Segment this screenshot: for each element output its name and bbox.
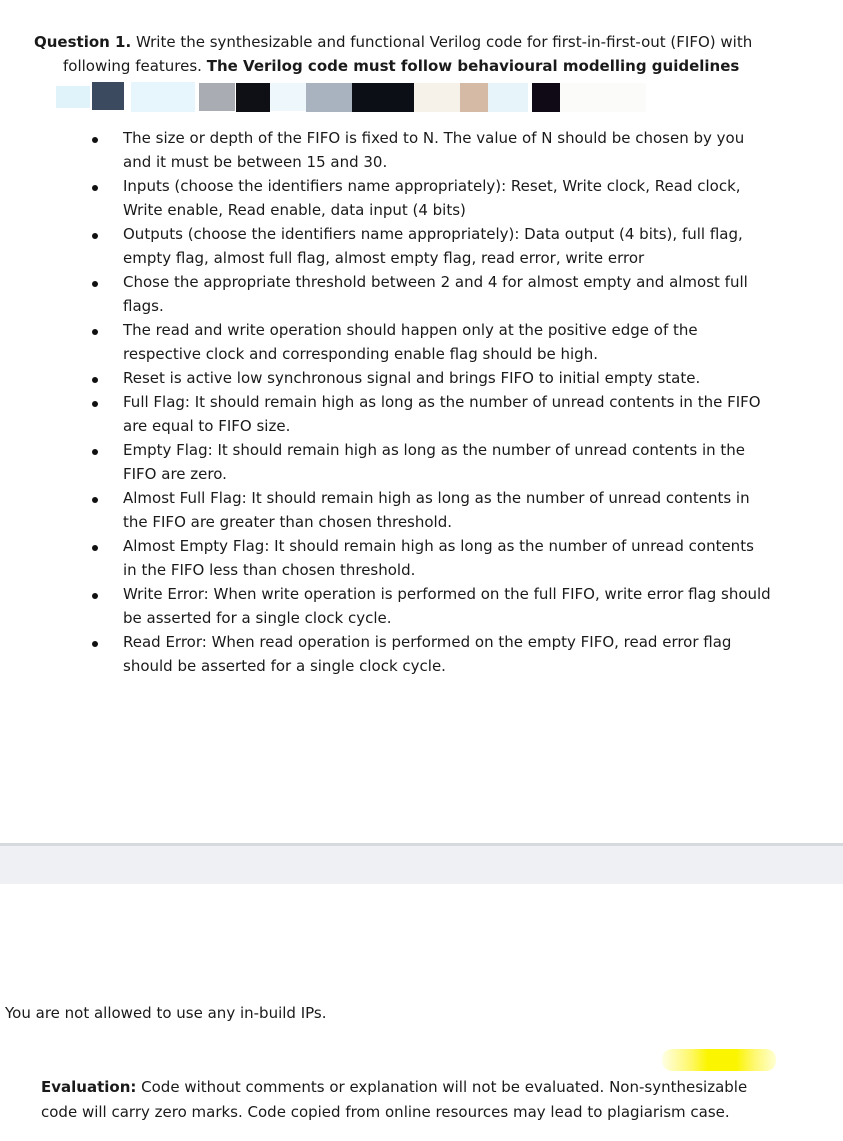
redaction-block — [56, 86, 90, 108]
feature-item: Outputs (choose the identifiers name appropriately): Data output (4 bits), full flag, empty flag, almost full flag, almost empty flag, read error, write error — [92, 222, 772, 270]
evaluation-text: Code without comments or explanation will not be evaluated. Non-synthesizable code will carry zero marks. Code copied from online resources may lead to plagiarism case. — [41, 1078, 748, 1121]
feature-item: The size or depth of the FIFO is fixed to N. The value of N should be chosen by you and it must be between 15 and 30. — [92, 126, 772, 174]
question-heading — [34, 30, 794, 78]
redaction-block — [414, 83, 460, 112]
question-line-2 — [34, 54, 794, 78]
question-text-2: following features. — [63, 57, 207, 75]
redaction-strip — [0, 80, 843, 114]
evaluation-label: Evaluation: — [41, 1078, 137, 1096]
feature-item: Empty Flag: It should remain high as long as the number of unread contents in the FIFO are zero. — [92, 438, 772, 486]
evaluation-note — [41, 1075, 761, 1125]
feature-item: Almost Empty Flag: It should remain high as long as the number of unread contents in the FIFO less than chosen threshold. — [92, 534, 772, 582]
feature-item: Reset is active low synchronous signal and brings FIFO to initial empty state. — [92, 366, 772, 390]
highlight-mark — [662, 1049, 776, 1071]
question-line-1 — [34, 30, 794, 54]
feature-item: Full Flag: It should remain high as long as the number of unread contents in the FIFO are equal to FIFO size. — [92, 390, 772, 438]
redaction-block — [270, 83, 306, 111]
redaction-block — [131, 82, 195, 112]
page-separator-band — [0, 843, 843, 884]
ip-restriction-note: You are not allowed to use any in-build IPs. — [5, 1004, 327, 1022]
redaction-block — [488, 83, 528, 112]
feature-item: Write Error: When write operation is performed on the full FIFO, write error flag should be asserted for a single clock cycle. — [92, 582, 772, 630]
feature-item: The read and write operation should happen only at the positive edge of the respective clock and corresponding enable flag should be high. — [92, 318, 772, 366]
redaction-block — [560, 83, 646, 112]
redaction-block — [532, 83, 560, 112]
feature-item: Read Error: When read operation is performed on the empty FIFO, read error flag should be asserted for a single clock cycle. — [92, 630, 772, 678]
feature-item: Inputs (choose the identifiers name appropriately): Reset, Write clock, Read clock, Write enable, Read enable, data input (4 bits) — [92, 174, 772, 222]
question-label: Question 1. — [34, 33, 132, 51]
feature-item: Almost Full Flag: It should remain high as long as the number of unread contents in the FIFO are greater than chosen threshold. — [92, 486, 772, 534]
redaction-block — [306, 83, 352, 112]
redaction-block — [92, 82, 124, 110]
redaction-block — [236, 83, 270, 112]
redaction-block — [460, 83, 488, 112]
redaction-block — [352, 83, 414, 112]
feature-list — [92, 126, 772, 678]
redaction-block — [199, 83, 235, 111]
question-bold-note: The Verilog code must follow behavioural modelling guidelines — [206, 57, 740, 75]
feature-item: Chose the appropriate threshold between 2 and 4 for almost empty and almost full flags. — [92, 270, 772, 318]
question-text-1: Write the synthesizable and functional Verilog code for first-in-first-out (FIFO) with — [131, 33, 753, 51]
